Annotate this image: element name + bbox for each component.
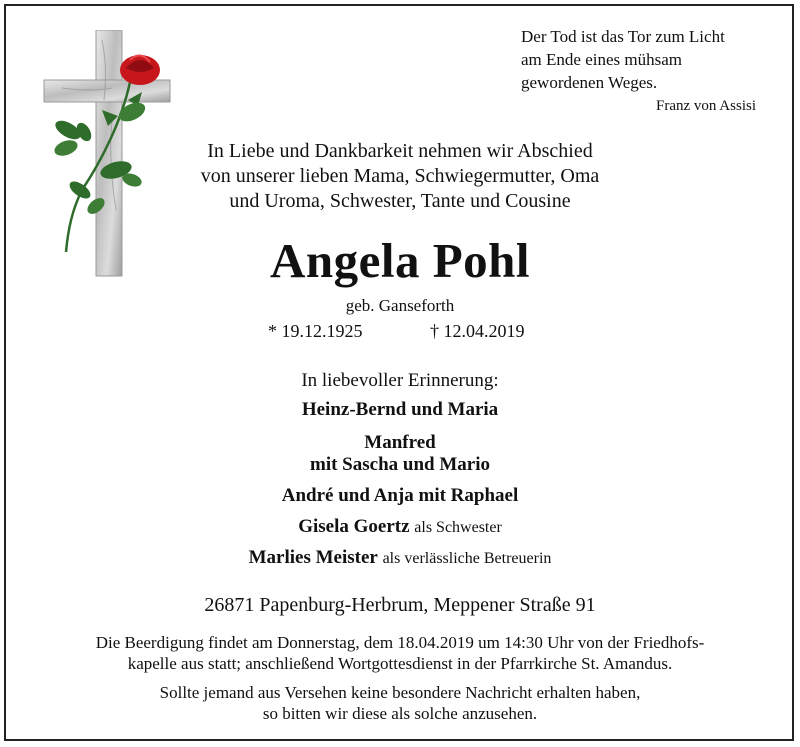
funeral-line: Die Beerdigung findet am Donnerstag, dem 18.04.2019 um 14:30 Uhr von der Friedhofs- — [95, 633, 705, 652]
quote-author: Franz von Assisi — [655, 98, 756, 114]
notice-line: Sollte jemand aus Versehen keine besondere Nachricht erhalten haben, — [159, 683, 641, 702]
quote-line: Der Tod ist das Tor zum Licht — [521, 27, 725, 46]
mourner-name: Gisela Goertz — [298, 516, 410, 537]
mourners-heading: In liebevoller Erinnerung: — [301, 370, 499, 391]
deceased-name: Angela Pohl — [269, 233, 531, 288]
intro-line: von unserer lieben Mama, Schwiegermutter, Oma — [200, 165, 600, 187]
quote-line: gewordenen Weges. — [521, 73, 658, 92]
funeral-line: kapelle aus statt; anschließend Wortgottesdienst in der Pfarrkirche St. Amandus. — [127, 654, 673, 673]
intro-text — [0, 139, 800, 214]
notice — [0, 682, 800, 724]
mourner-line — [0, 432, 800, 476]
intro-line: In Liebe und Dankbarkeit nehmen wir Abschied — [207, 140, 593, 162]
mourner-name: Marlies Meister — [248, 547, 378, 568]
mourner-line: André und Anja mit Raphael — [281, 485, 519, 506]
mourner-name: Manfred — [364, 432, 436, 453]
intro-line: und Uroma, Schwester, Tante und Cousine — [229, 190, 571, 212]
death-date: † 12.04.2019 — [430, 321, 525, 341]
mourner-role: als Schwester — [414, 519, 502, 536]
birth-date: * 19.12.1925 — [268, 321, 363, 341]
quote-line: am Ende eines mühsam — [521, 50, 682, 69]
mourner-line: Heinz-Bernd und Maria — [301, 399, 499, 420]
mourner-name: mit Sascha und Mario — [310, 454, 490, 475]
mourner-line — [0, 547, 800, 569]
funeral-info — [0, 632, 800, 674]
birth-name: geb. Ganseforth — [345, 296, 455, 315]
address: 26871 Papenburg-Herbrum, Meppener Straße 91 — [204, 594, 596, 616]
mourner-role: als verlässliche Betreuerin — [382, 550, 552, 567]
quote — [521, 25, 725, 94]
mourner-line — [0, 516, 800, 538]
notice-line: so bitten wir diese als solche anzusehen. — [262, 704, 538, 723]
